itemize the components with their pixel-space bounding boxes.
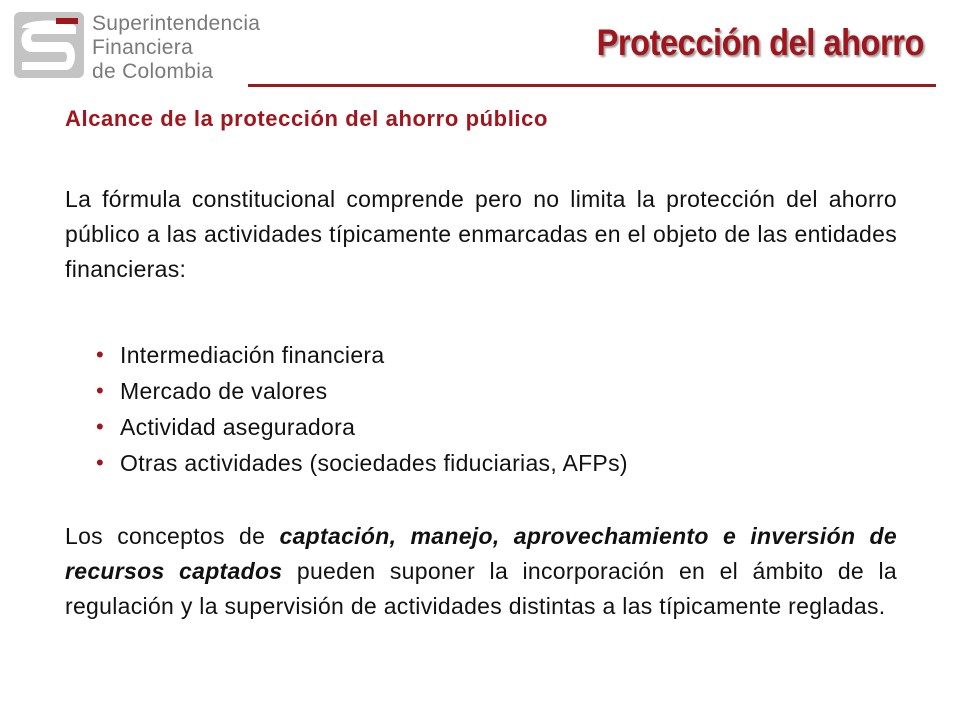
list-item-text: Otras actividades (sociedades fiduciarias, AFPs) <box>120 450 628 476</box>
concepts-text-after: pueden suponer la incorporación en el ámbito de la regulación y la supervisión de actividades distintas a las típicamente regladas. <box>65 558 897 619</box>
list-item-text: Intermediación financiera <box>120 342 385 368</box>
section-subtitle: Alcance de la protección del ahorro público <box>65 106 549 131</box>
bullet-icon: • <box>96 450 105 475</box>
list-item-text: Actividad aseguradora <box>120 414 356 440</box>
concepts-emphasis: captación, manejo, aprovechamiento e inversión de recursos captados <box>65 523 897 584</box>
bullet-icon: • <box>96 414 105 439</box>
bullet-icon: • <box>96 378 105 403</box>
logo-line-2: Financiera <box>92 36 194 59</box>
list-item-text: Mercado de valores <box>120 378 328 404</box>
title-divider <box>248 84 936 87</box>
list-item <box>90 337 628 373</box>
logo-wordmark <box>92 12 260 84</box>
slide-title: Protección del ahorro <box>596 22 924 63</box>
logo <box>12 8 261 86</box>
list-item <box>90 373 628 409</box>
sfc-logo-icon <box>12 10 86 80</box>
concepts-text-before: Los conceptos de <box>65 523 280 549</box>
logo-line-1: Superintendencia <box>92 12 261 35</box>
list-item <box>90 445 628 481</box>
intro-paragraph: La fórmula constitucional comprende pero no limita la protección del ahorro público a las actividades típicamente enmarcadas en el objeto de las entidades financieras: <box>65 186 897 282</box>
concepts-paragraph <box>65 519 897 624</box>
logo-line-3: de Colombia <box>92 60 214 83</box>
bullet-icon: • <box>96 342 105 367</box>
list-item <box>90 409 628 445</box>
activities-list <box>90 337 628 481</box>
